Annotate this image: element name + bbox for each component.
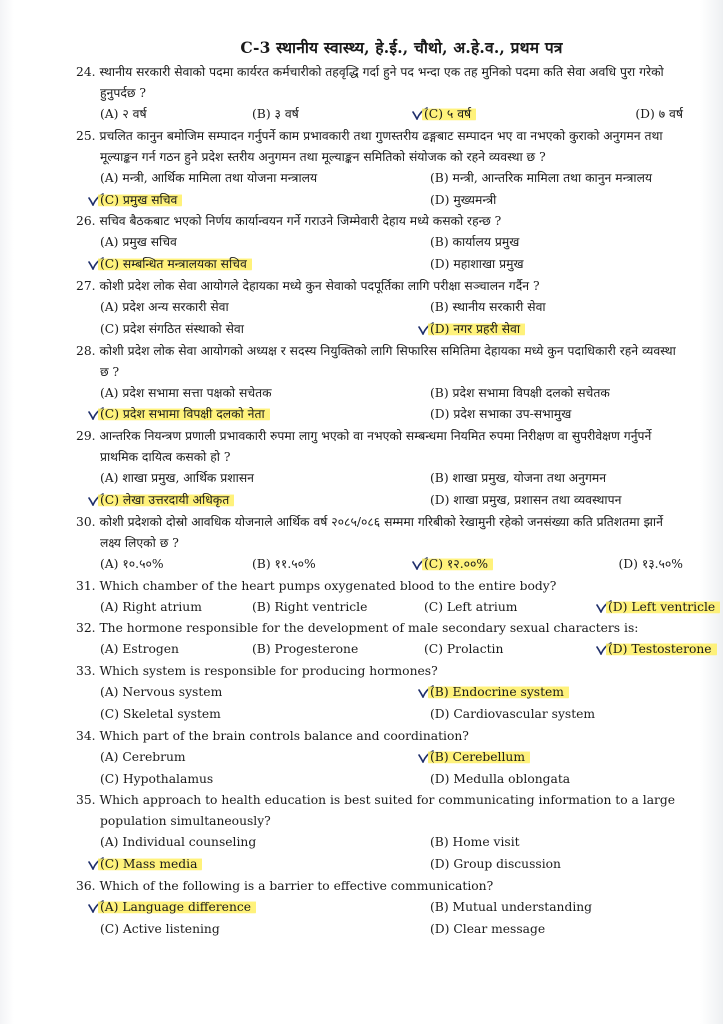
option-label: (A) शाखा प्रमुख, आर्थिक प्रशासन <box>100 471 254 486</box>
highlighted-answer: (B) Endocrine system <box>428 685 569 699</box>
option-label: (C) Prolactin <box>424 642 504 657</box>
question-35 <box>76 790 683 876</box>
option-label: (D) ७ वर्ष <box>635 107 683 121</box>
highlighted-answer: (C) लेखा उत्तरदायी अधिकृत <box>98 493 234 507</box>
option-c <box>100 919 430 941</box>
question-text <box>76 790 683 832</box>
question-text <box>76 426 683 468</box>
option-a <box>100 232 430 254</box>
question-28 <box>76 341 683 427</box>
option-a <box>100 168 430 190</box>
highlighted-answer: (C) प्रमुख सचिव <box>98 193 182 207</box>
option-label: (B) स्थानीय सरकारी सेवा <box>430 299 546 314</box>
option-d <box>430 190 683 212</box>
option-c <box>100 190 430 212</box>
option-c <box>100 769 430 791</box>
question-number: 28. <box>76 343 96 358</box>
option-label: (B) मन्त्री, आन्तरिक मामिला तथा कानुन मन्त्रालय <box>430 170 653 185</box>
question-body: Which of the following is a barrier to effective communication? <box>99 878 494 893</box>
question-number: 32. <box>76 621 96 636</box>
question-text <box>76 576 683 597</box>
option-label: (B) Right ventricle <box>252 599 368 614</box>
option-c <box>424 104 608 126</box>
option-a <box>100 104 252 126</box>
question-26 <box>76 211 683 276</box>
option-list <box>100 168 683 212</box>
highlighted-answer: (A) Language difference <box>98 900 256 914</box>
option-b <box>252 639 424 661</box>
question-body: कोशी प्रदेशको दोस्रो आवधिक योजनाले आर्थिक वर्ष २०८५/०८६ सम्ममा गरिबीको रेखामुनी रहेको जनसंख्या कति प्रतिशतमा झार्ने लक्ष्य लिएको छ ? <box>99 514 663 550</box>
option-list <box>100 597 716 619</box>
highlighted-answer: (D) नगर प्रहरी सेवा <box>428 322 525 336</box>
option-list <box>100 554 683 576</box>
question-body: आन्तरिक नियन्त्रण प्रणाली प्रभावकारी रुपमा लागु भएको वा नभएको सम्बन्धमा नियमित रुपमा निरीक्षण वा सुपरीवेक्षण गर्नुपर्ने प्राथमिक दायित्व कसको हो ? <box>99 429 652 465</box>
option-b <box>430 832 683 854</box>
option-label: (B) Progesterone <box>252 642 359 657</box>
question-24 <box>76 62 683 126</box>
option-label: (B) Home visit <box>430 835 520 850</box>
option-c <box>424 597 608 619</box>
highlighted-answer: (D) Testosterone <box>606 642 717 656</box>
option-label: (A) प्रमुख सचिव <box>100 235 177 250</box>
question-text <box>76 512 683 554</box>
option-label: (D) Clear message <box>430 921 546 936</box>
option-label: (D) Group discussion <box>430 857 561 872</box>
option-d <box>430 319 683 341</box>
option-label: (B) ३ वर्ष <box>252 107 299 121</box>
option-d <box>430 254 683 276</box>
question-body: कोशी प्रदेश लोक सेवा आयोगको अध्यक्ष र सदस्य नियुक्तिको लागि सिफारिस समितिमा देहायका मध्ये कुन पदाधिकारी रहने व्यवस्था छ ? <box>99 343 676 379</box>
option-a <box>100 639 252 661</box>
option-d <box>430 854 683 876</box>
question-32 <box>76 618 712 661</box>
question-text <box>76 276 683 297</box>
option-label: (A) Cerebrum <box>100 749 186 764</box>
option-c <box>100 490 430 512</box>
question-number: 31. <box>76 578 96 593</box>
option-label: (D) मुख्यमन्त्री <box>430 192 497 207</box>
option-a <box>100 468 430 490</box>
option-a <box>100 597 252 619</box>
question-text <box>76 211 683 232</box>
highlighted-answer: (C) १२.००% <box>422 557 493 571</box>
highlighted-answer: (C) सम्बन्धित मन्त्रालयका सचिव <box>98 257 252 271</box>
option-d <box>608 597 720 619</box>
question-number: 35. <box>76 793 96 808</box>
option-list <box>100 232 683 276</box>
question-list <box>76 62 716 941</box>
option-a <box>100 747 430 769</box>
option-c <box>100 404 430 426</box>
question-text <box>76 726 683 747</box>
option-b <box>430 897 683 919</box>
option-label: (A) Estrogen <box>100 642 179 657</box>
question-text <box>76 126 683 168</box>
question-body: The hormone responsible for the development of male secondary sexual characters is: <box>99 621 639 636</box>
highlighted-answer: (D) Left ventricle <box>606 600 720 614</box>
question-text <box>76 62 683 104</box>
question-number: 26. <box>76 214 96 229</box>
option-b <box>252 104 424 126</box>
option-c <box>100 254 430 276</box>
question-30 <box>76 512 683 576</box>
option-list <box>100 297 683 341</box>
question-text <box>76 876 683 897</box>
question-body: Which system is responsible for producing hormones? <box>99 664 438 679</box>
option-c <box>100 319 430 341</box>
option-label: (B) ११.५०% <box>252 556 316 571</box>
option-a <box>100 832 430 854</box>
question-number: 33. <box>76 664 96 679</box>
highlighted-answer: (C) ५ वर्ष <box>422 107 476 121</box>
option-d <box>608 639 717 661</box>
option-label: (A) प्रदेश सभामा सत्ता पक्षको सचेतक <box>100 385 272 400</box>
option-list <box>100 832 683 876</box>
option-d <box>430 769 683 791</box>
option-list <box>100 682 683 726</box>
highlighted-answer: (B) Cerebellum <box>428 750 530 764</box>
question-body: स्थानीय सरकारी सेवाको पदमा कार्यरत कर्मचारीको तहवृद्धि गर्दा हुने पद भन्दा एक तह मुनिको पदमा कति सेवा अवधि पुरा गरेको हुनुपर्दछ ? <box>99 65 664 100</box>
option-label: (A) मन्त्री, आर्थिक मामिला तथा योजना मन्त्रालय <box>100 170 318 185</box>
option-label: (A) प्रदेश अन्य सरकारी सेवा <box>100 299 229 314</box>
option-label: (C) Skeletal system <box>100 706 221 721</box>
question-29 <box>76 426 683 512</box>
option-b <box>252 597 424 619</box>
option-b <box>430 383 683 405</box>
question-number: 27. <box>76 278 96 293</box>
question-34 <box>76 726 683 791</box>
option-d <box>430 490 683 512</box>
question-33 <box>76 661 683 726</box>
question-number: 34. <box>76 728 96 743</box>
option-a <box>100 897 430 919</box>
option-label: (A) Individual counseling <box>100 835 257 850</box>
option-label: (D) Cardiovascular system <box>430 706 596 721</box>
option-d <box>608 554 683 576</box>
question-body: Which approach to health education is best suited for communicating information to a large population simultaneously? <box>99 793 676 829</box>
option-label: (C) Left atrium <box>424 599 518 614</box>
option-label: (D) १३.५०% <box>618 556 683 571</box>
question-text <box>76 661 683 682</box>
option-d <box>430 919 683 941</box>
question-31 <box>76 576 716 619</box>
question-text <box>76 618 683 639</box>
option-label: (A) Right atrium <box>100 599 202 614</box>
option-b <box>430 747 683 769</box>
option-a <box>100 554 252 576</box>
question-body: Which chamber of the heart pumps oxygenated blood to the entire body? <box>99 578 557 593</box>
option-b <box>430 468 683 490</box>
option-d <box>430 404 683 426</box>
question-body: Which part of the brain controls balance and coordination? <box>99 728 469 743</box>
highlighted-answer: (C) Mass media <box>98 857 202 871</box>
option-label: (C) प्रदेश संगठित संस्थाको सेवा <box>100 321 244 336</box>
option-label: (D) Medulla oblongata <box>430 771 571 786</box>
question-number: 25. <box>76 128 96 143</box>
question-number: 29. <box>76 429 96 444</box>
option-label: (B) Mutual understanding <box>430 899 593 914</box>
option-d <box>430 704 683 726</box>
option-label: (B) प्रदेश सभामा विपक्षी दलको सचेतक <box>430 385 610 400</box>
option-a <box>100 682 430 704</box>
question-number: 24. <box>76 65 96 79</box>
option-label: (D) प्रदेश सभाका उप-सभामुख <box>430 407 572 422</box>
question-number: 30. <box>76 514 96 529</box>
option-label: (B) शाखा प्रमुख, योजना तथा अनुगमन <box>430 471 607 486</box>
option-label: (C) Active listening <box>100 921 220 936</box>
option-list <box>100 468 683 512</box>
option-list <box>100 383 683 427</box>
option-list <box>100 897 683 941</box>
option-label: (B) कार्यालय प्रमुख <box>430 235 520 250</box>
option-label: (D) शाखा प्रमुख, प्रशासन तथा व्यवस्थापन <box>430 492 622 507</box>
option-list <box>100 639 712 661</box>
option-list <box>100 104 683 126</box>
question-text <box>76 341 683 383</box>
option-c <box>100 704 430 726</box>
option-b <box>430 232 683 254</box>
option-b <box>252 554 424 576</box>
page-title: C-3 स्थानीय स्वास्थ्य, हे.ई., चौथो, अ.हे.व., प्रथम पत्र <box>240 38 563 57</box>
option-a <box>100 383 430 405</box>
option-b <box>430 682 683 704</box>
option-a <box>100 297 430 319</box>
option-c <box>100 854 430 876</box>
option-b <box>430 297 683 319</box>
option-label: (A) १०.५०% <box>100 556 164 571</box>
highlighted-answer: (C) प्रदेश सभामा विपक्षी दलको नेता <box>98 407 270 421</box>
option-c <box>424 639 608 661</box>
question-body: सचिव बैठकबाट भएको निर्णय कार्यान्वयन गर्ने गराउने जिम्मेवारी देहाय मध्ये कसको रहन्छ ? <box>99 214 502 229</box>
question-body: प्रचलित कानुन बमोजिम सम्पादन गर्नुपर्ने काम प्रभावकारी तथा गुणस्तरीय ढङ्गबाट सम्पादन भए वा नभएको कुराको अनुगमन तथा मूल्याङ्कन गर्न गठन हुने प्रदेश स्तरीय अनुगमन तथा मूल्याङ्कन समितिको संयोजक को रहने व्यवस्था छ ? <box>99 128 663 164</box>
option-c <box>424 554 608 576</box>
option-d <box>608 104 683 126</box>
option-list <box>100 747 683 791</box>
question-number: 36. <box>76 878 96 893</box>
question-body: कोशी प्रदेश लोक सेवा आयोगले देहायका मध्ये कुन सेवाको पदपूर्तिका लागि परीक्षा सञ्चालन गर्दैन ? <box>99 278 540 293</box>
option-label: (C) Hypothalamus <box>100 771 214 786</box>
option-b <box>430 168 683 190</box>
question-25 <box>76 126 683 212</box>
option-label: (A) २ वर्ष <box>100 107 147 121</box>
question-36 <box>76 876 683 941</box>
question-27 <box>76 276 683 341</box>
option-label: (D) महाशाखा प्रमुख <box>430 257 524 272</box>
option-label: (A) Nervous system <box>100 685 223 700</box>
